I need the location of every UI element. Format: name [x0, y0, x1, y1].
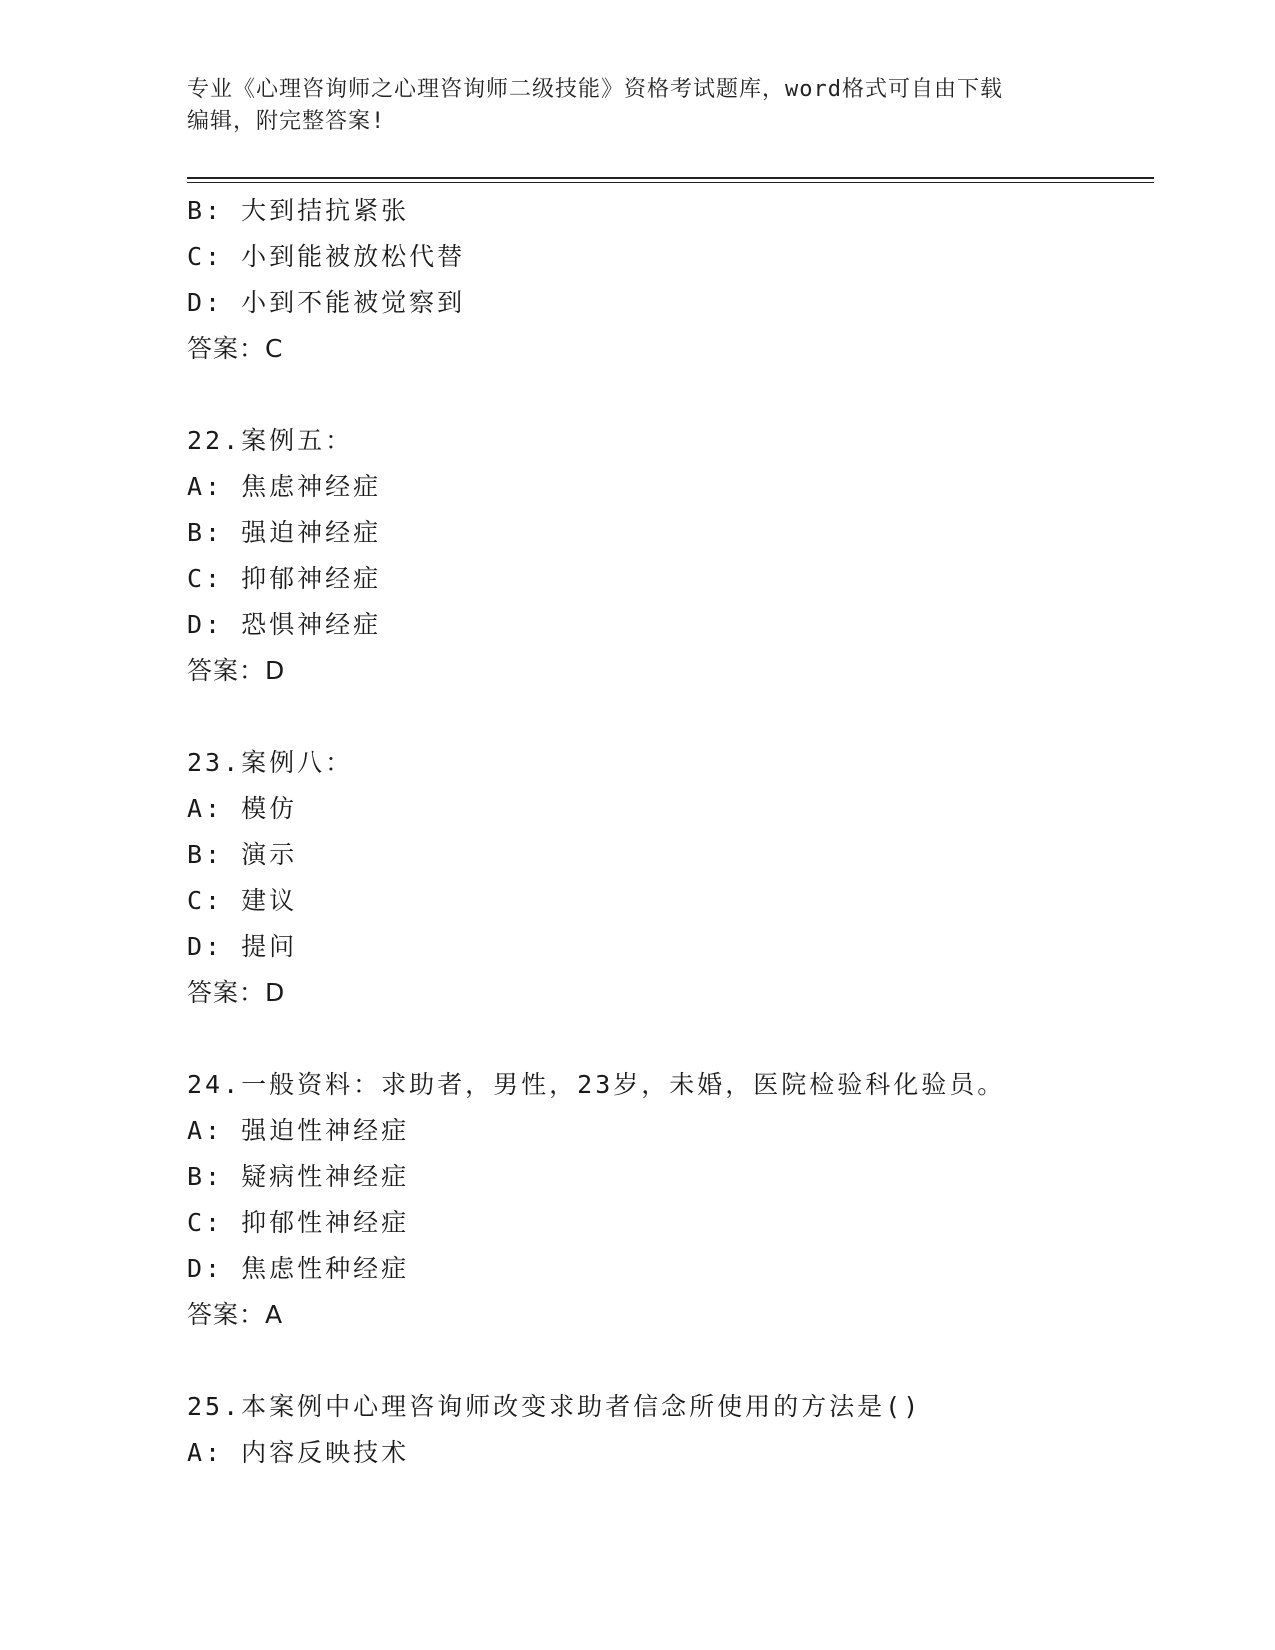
option-c: C: 抑郁性神经症	[187, 1208, 410, 1237]
option-d: D: 恐惧神经症	[187, 610, 382, 639]
question-block-continued	[187, 188, 1167, 372]
option-a: A: 焦虑神经症	[187, 472, 382, 501]
option-c: C: 建议	[187, 886, 298, 915]
answer-line: 答案：D	[187, 656, 286, 685]
question-stem: 24.一般资料：求助者，男性，23岁，未婚，医院检验科化验员。	[187, 1070, 1006, 1099]
option-b: B: 强迫神经症	[187, 518, 382, 547]
question-stem: 25.本案例中心理咨询师改变求助者信念所使用的方法是()	[187, 1392, 922, 1421]
option-b: B: 大到拮抗紧张	[187, 196, 410, 225]
question-stem: 23.案例八：	[187, 748, 354, 777]
answer-line: 答案：C	[187, 334, 284, 363]
question-block-24	[187, 1062, 1167, 1338]
header-line-2: 编辑，附完整答案!	[187, 109, 386, 134]
option-d: D: 焦虑性种经症	[187, 1254, 410, 1283]
answer-line: 答案：A	[187, 1300, 284, 1329]
option-b: B: 疑病性神经症	[187, 1162, 410, 1191]
document-header	[187, 74, 1087, 138]
answer-line: 答案：D	[187, 978, 286, 1007]
header-line-1: 专业《心理咨询师之心理咨询师二级技能》资格考试题库，word格式可自由下载	[187, 77, 1003, 102]
question-block-25	[187, 1384, 1167, 1476]
option-b: B: 演示	[187, 840, 298, 869]
option-a: A: 内容反映技术	[187, 1438, 410, 1467]
option-d: D: 提问	[187, 932, 298, 961]
question-stem: 22.案例五：	[187, 426, 354, 455]
option-d: D: 小到不能被觉察到	[187, 288, 466, 317]
question-list	[187, 188, 1167, 1476]
header-divider-thin	[187, 182, 1154, 183]
question-block-22	[187, 418, 1167, 694]
option-c: C: 抑郁神经症	[187, 564, 382, 593]
header-divider-thick	[187, 177, 1154, 179]
option-a: A: 强迫性神经症	[187, 1116, 410, 1145]
option-c: C: 小到能被放松代替	[187, 242, 466, 271]
option-a: A: 模仿	[187, 794, 298, 823]
question-block-23	[187, 740, 1167, 1016]
